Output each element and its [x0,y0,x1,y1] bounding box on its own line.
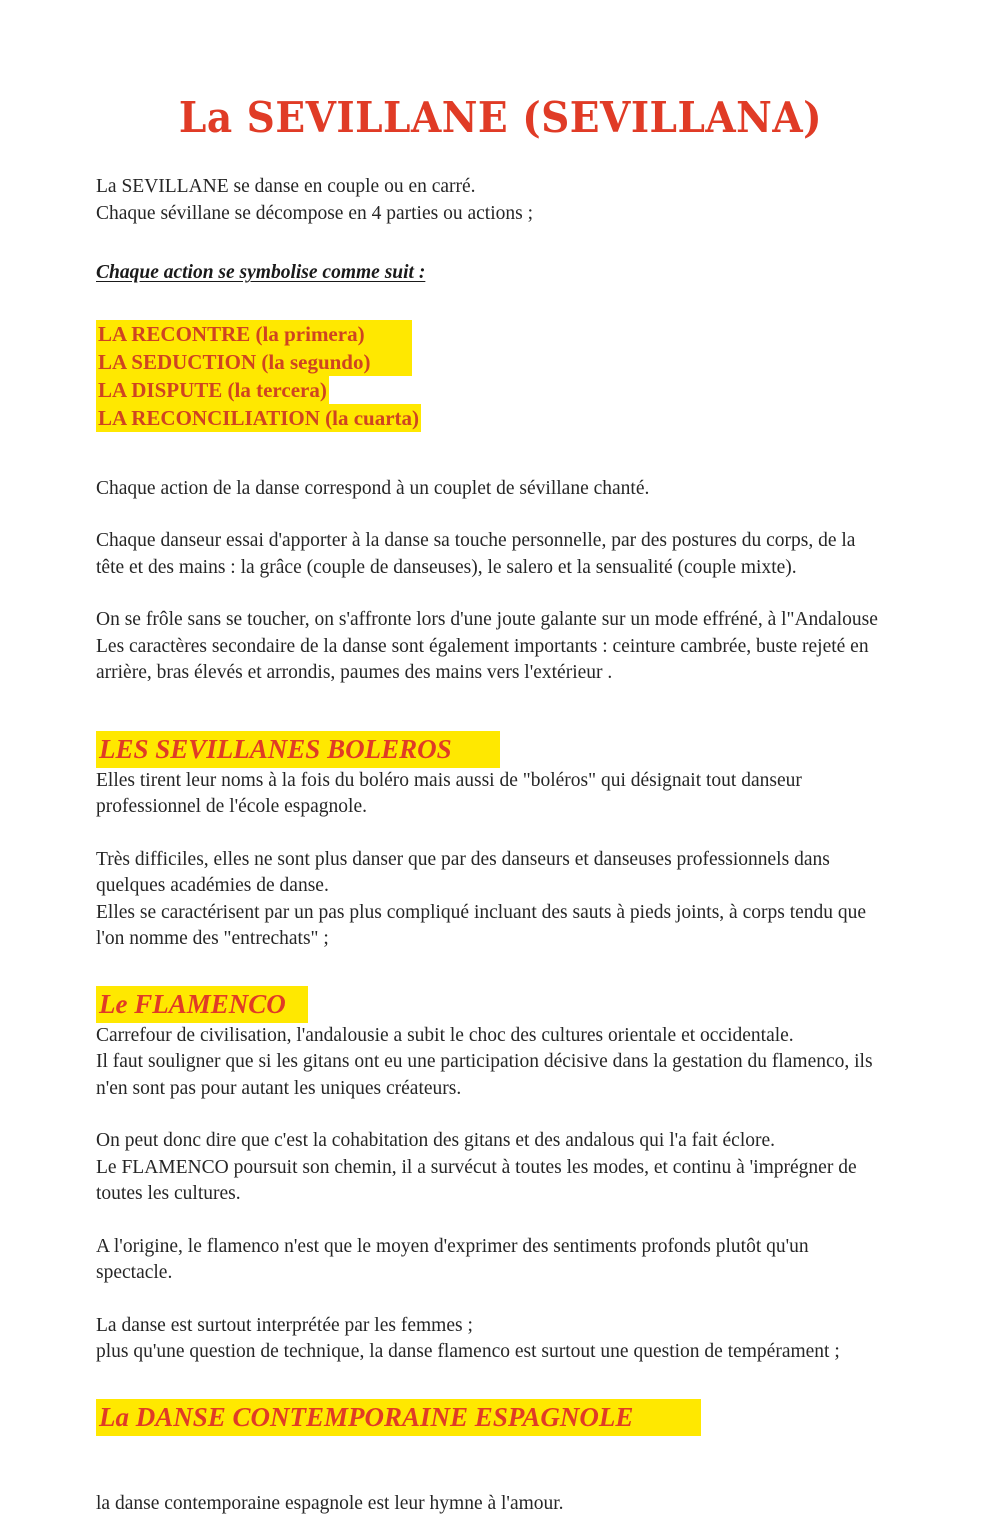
page-title: La SEVILLANE (SEVILLANA) [178,93,823,142]
body-line: spectacle. [96,1262,173,1284]
body-line: Le FLAMENCO poursuit son chemin, il a survécut à toutes les modes, et continu à 'imprégner de [96,1156,857,1178]
section-heading-danse-contemporaine: La DANSE CONTEMPORAINE ESPAGNOLE [96,1399,701,1436]
spacer [96,821,1001,847]
section-heading-boleros: LES SEVILLANES BOLEROS [96,731,500,768]
intro-line-1: La SEVILLANE se danse en couple ou en carré. [96,176,476,198]
action-item-seduction: LA SEDUCTION (la segundo) [96,348,412,376]
body-line: Elles tirent leur noms à la fois du boléro mais aussi de "boléros" qui désignait tout danseur [96,769,802,791]
body-line: Chaque danseur essai d'apporter à la danse sa touche personnelle, par des postures du corps, de la [96,530,856,552]
body-paragraph-1 [96,476,911,503]
list-item [96,320,1001,348]
flamenco-paragraph-3 [96,1234,911,1287]
body-line: arrière, bras élevés et arrondis, paumes des mains vers l'extérieur . [96,662,613,684]
intro-paragraph [96,174,911,227]
flamenco-paragraph-1 [96,1023,911,1103]
contemporaine-paragraph-1 [96,1491,911,1517]
section-flamenco [96,986,1001,1366]
body-line: La danse est surtout interprétée par les femmes ; [96,1314,473,1336]
list-item [96,376,1001,404]
body-line: toutes les cultures. [96,1183,241,1205]
spacer [96,1287,1001,1313]
spacer [96,502,1001,528]
section-heading-wrapper-boleros [96,731,1001,768]
spacer [96,581,1001,607]
body-line: A l'origine, le flamenco n'est que le moyen d'exprimer des sentiments profonds plutôt qu'un [96,1235,809,1257]
body-line: On se frôle sans se toucher, on s'affronte lors d'une joute galante sur un mode effréné, à l"Andalouse [96,609,878,631]
section-heading-wrapper-contemporaine [96,1399,1001,1436]
boleros-paragraph-2 [96,847,911,953]
action-item-dispute: LA DISPUTE (la tercera) [98,377,327,402]
body-line: Carrefour de civilisation, l'andalousie a subit le choc des cultures orientale et occidentale. [96,1024,794,1046]
body-line: professionnel de l'école espagnole. [96,796,368,818]
section-heading-wrapper-flamenco [96,986,1001,1023]
body-line: la danse contemporaine espagnole est leur hymne à l'amour. [96,1492,564,1514]
body-line: On peut donc dire que c'est la cohabitation des gitans et des andalous qui l'a fait éclore. [96,1130,776,1152]
body-line: Chaque action de la danse correspond à un couplet de sévillane chanté. [96,477,650,499]
section-boleros [96,731,1001,953]
lead-note: Chaque action se symbolise comme suit : [96,262,426,284]
spacer [96,1102,1001,1128]
body-paragraph-2 [96,528,911,581]
boleros-paragraph-1 [96,768,911,821]
body-line: Elles se caractérisent par un pas plus compliqué incluant des sauts à pieds joints, à corps tendu que [96,901,867,923]
intro-line-2: Chaque sévillane se décompose en 4 parties ou actions ; [96,202,533,224]
spacer [96,1208,1001,1234]
spacer [96,432,1001,476]
action-item-reconciliation: LA RECONCILIATION (la cuarta) [98,405,420,430]
section-heading-flamenco: Le FLAMENCO [96,986,308,1023]
spacer [96,287,1001,320]
spacer [96,687,1001,731]
body-line: tête et des mains : la grâce (couple de danseuses), le salero et la sensualité (couple mixte). [96,556,797,578]
spacer [96,953,1001,986]
lead-note-wrapper [96,260,1001,287]
spacer [96,1366,1001,1399]
body-line: quelques académies de danse. [96,875,329,897]
body-line: Très difficiles, elles ne sont plus danser que par des danseurs et danseuses professionnels dans [96,848,830,870]
body-line: Les caractères secondaire de la danse sont également importants : ceinture cambrée, buste rejeté en [96,635,869,657]
flamenco-paragraph-4 [96,1313,911,1366]
action-item-recontre: LA RECONTRE (la primera) [96,320,412,348]
section-danse-contemporaine [96,1399,1001,1517]
body-line: n'en sont pas pour autant les uniques créateurs. [96,1077,462,1099]
flamenco-paragraph-2 [96,1128,911,1208]
document-body [0,174,1001,1517]
list-item [96,404,1001,432]
body-line: l'on nomme des "entrechats" ; [96,928,329,950]
action-list [96,320,1001,432]
spacer [96,227,1001,260]
spacer [96,1436,1001,1491]
body-paragraph-3 [96,607,911,687]
list-item [96,348,1001,376]
body-line: Il faut souligner que si les gitans ont eu une participation décisive dans la gestation du flamenco, ils [96,1051,873,1073]
body-line: plus qu'une question de technique, la danse flamenco est surtout une question de tempérament ; [96,1341,840,1363]
